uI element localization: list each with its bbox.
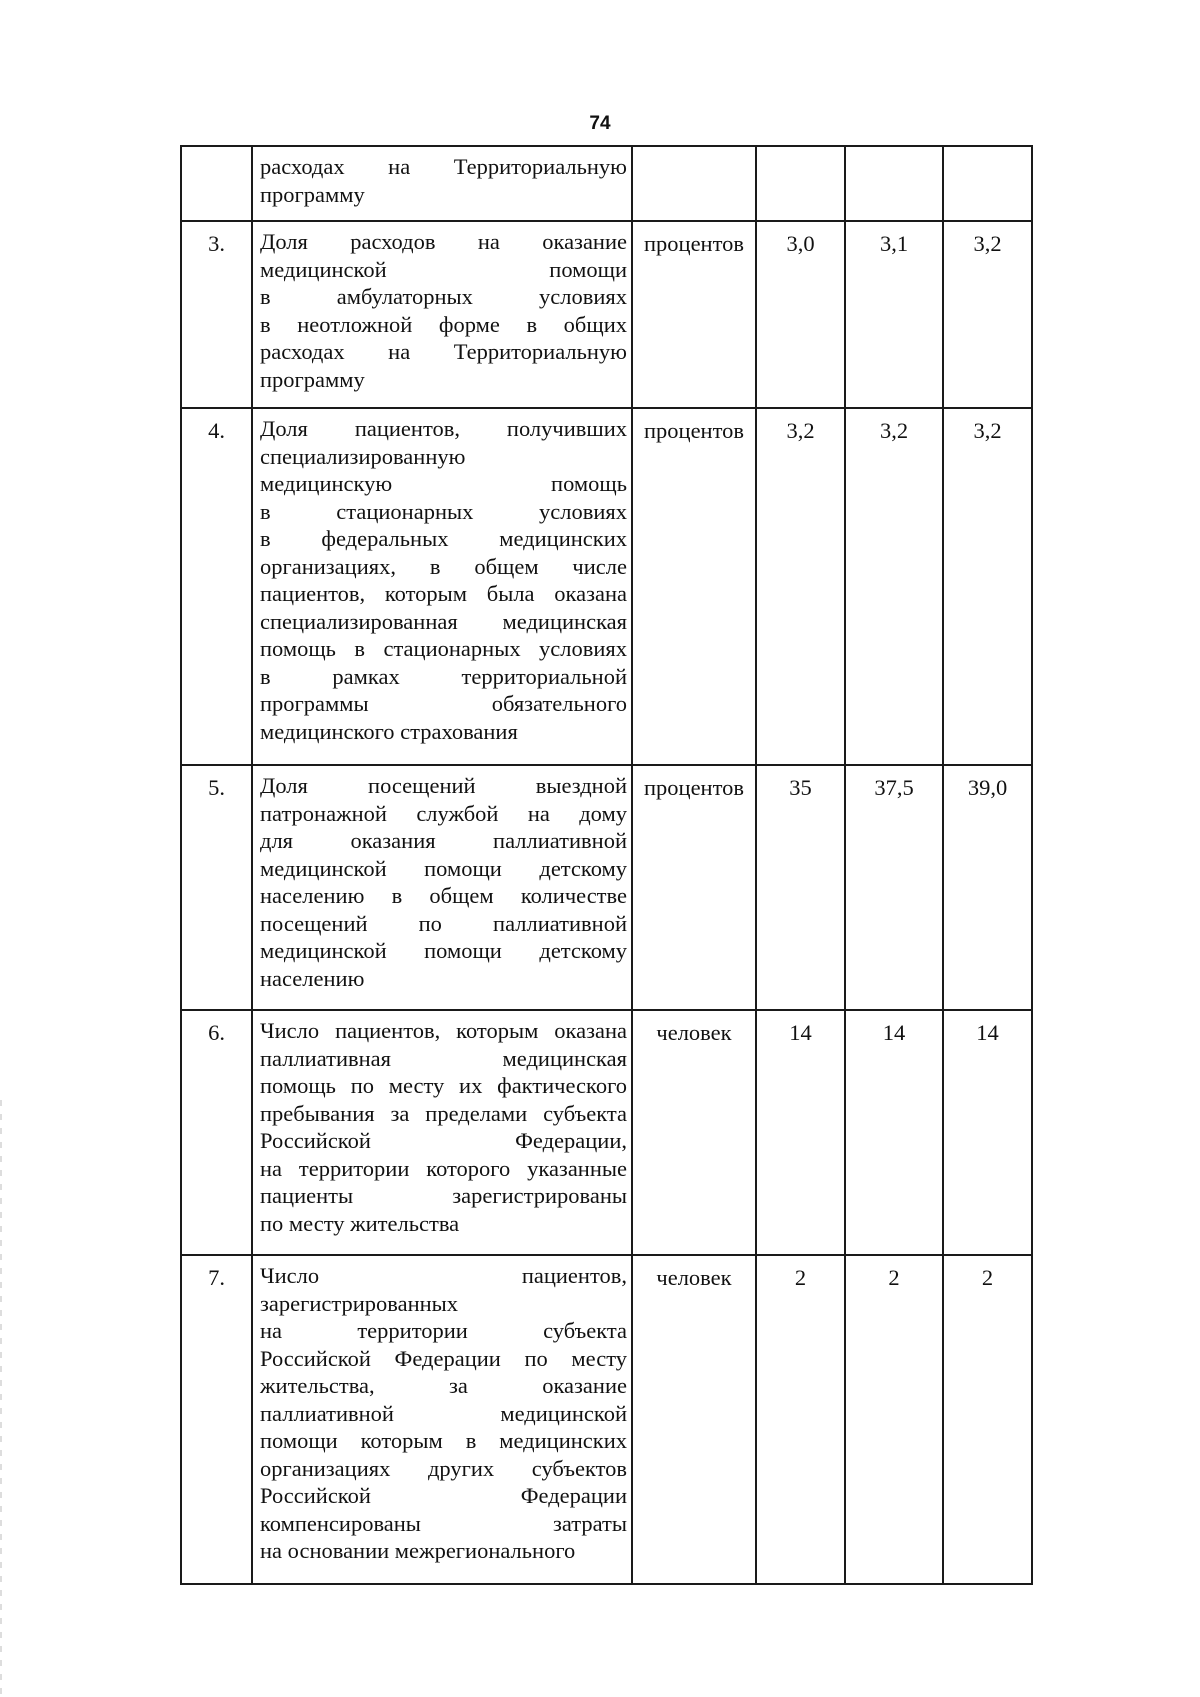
table-row — [181, 221, 1032, 408]
description-line: зарегистрированных — [260, 1290, 459, 1316]
value-year-1: 35 — [756, 765, 845, 1010]
description-line: Доля пациентов, получивших — [260, 416, 627, 441]
description-line: на основании межрегионального — [260, 1538, 576, 1563]
description-line: Число пациентов, — [260, 1263, 627, 1288]
indicator-description — [252, 221, 632, 408]
value-year-3: 3,2 — [943, 408, 1032, 765]
description-line: медицинской помощи — [260, 256, 627, 282]
unit-of-measure: процентов — [632, 221, 756, 408]
description-line: в неотложной форме в общих — [260, 311, 627, 337]
description-line: патронажной службой на дому — [260, 800, 627, 826]
description-line: паллиативная медицинская — [260, 1045, 627, 1071]
scan-edge-artifact — [0, 1100, 2, 1697]
table-row — [181, 1010, 1032, 1255]
row-number: 7. — [181, 1255, 252, 1584]
description-line: пребывания за пределами субъекта — [260, 1100, 627, 1126]
table-row — [181, 1255, 1032, 1584]
value-year-2: 2 — [845, 1255, 943, 1584]
description-line: медицинской помощи детскому — [260, 938, 627, 963]
value-year-2: 3,2 — [845, 408, 943, 765]
description-line: специализированная медицинская — [260, 608, 627, 634]
value-year-1 — [756, 146, 845, 221]
row-number: 4. — [181, 408, 252, 765]
description-line: программу — [260, 366, 365, 392]
row-number — [181, 146, 252, 221]
description-line: специализированную — [260, 443, 466, 469]
description-line: медицинской помощи детскому — [260, 855, 627, 881]
description-line: Доля расходов на оказание — [260, 229, 627, 254]
value-year-3: 3,2 — [943, 221, 1032, 408]
value-year-3: 2 — [943, 1255, 1032, 1584]
description-line: помощи которым в медицинских — [260, 1428, 627, 1453]
description-line: жительства, за оказание — [260, 1373, 627, 1398]
description-line: в амбулаторных условиях — [260, 284, 627, 309]
table-row — [181, 408, 1032, 765]
description-line: расходах на Территориальную — [260, 339, 627, 364]
unit-of-measure: человек — [632, 1255, 756, 1584]
value-year-3 — [943, 146, 1032, 221]
value-year-2 — [845, 146, 943, 221]
indicator-description — [252, 408, 632, 765]
indicators-table — [180, 145, 1033, 1585]
description-line: Российской Федерации — [260, 1483, 627, 1508]
description-line: населению — [260, 965, 365, 991]
description-line: программы обязательного — [260, 691, 627, 716]
description-line: в стационарных условиях — [260, 498, 627, 524]
description-line: Число пациентов, которым оказана — [260, 1018, 627, 1043]
description-line: медицинского страхования — [260, 718, 518, 744]
value-year-2: 37,5 — [845, 765, 943, 1010]
value-year-3: 14 — [943, 1010, 1032, 1255]
value-year-2: 14 — [845, 1010, 943, 1255]
description-line: на территории которого указанные — [260, 1155, 627, 1181]
row-number: 5. — [181, 765, 252, 1010]
description-line: в федеральных медицинских — [260, 526, 627, 551]
description-line: пациенты зарегистрированы — [260, 1183, 627, 1208]
unit-of-measure: процентов — [632, 765, 756, 1010]
description-line: паллиативной медицинской — [260, 1400, 627, 1426]
table-row — [181, 765, 1032, 1010]
value-year-1: 3,0 — [756, 221, 845, 408]
description-line: в рамках территориальной — [260, 663, 627, 689]
value-year-2: 3,1 — [845, 221, 943, 408]
description-line: организациях других субъектов — [260, 1455, 627, 1481]
description-line: по месту жительства — [260, 1210, 460, 1236]
description-line: на территории субъекта — [260, 1318, 627, 1343]
description-line: для оказания паллиативной — [260, 828, 627, 853]
indicator-description — [252, 765, 632, 1010]
table-row — [181, 146, 1032, 221]
indicator-description — [252, 1010, 632, 1255]
description-line: населению в общем количестве — [260, 883, 627, 908]
unit-of-measure — [632, 146, 756, 221]
table-body — [181, 146, 1032, 1584]
value-year-1: 14 — [756, 1010, 845, 1255]
unit-of-measure: человек — [632, 1010, 756, 1255]
description-line: помощь в стационарных условиях — [260, 636, 627, 661]
description-line: помощь по месту их фактического — [260, 1073, 627, 1098]
description-line: организациях, в общем числе — [260, 553, 627, 579]
description-line: пациентов, которым была оказана — [260, 581, 627, 606]
indicator-description — [252, 1255, 632, 1584]
unit-of-measure: процентов — [632, 408, 756, 765]
description-line: посещений по паллиативной — [260, 910, 627, 936]
description-line: программу — [260, 181, 365, 207]
row-number: 6. — [181, 1010, 252, 1255]
value-year-3: 39,0 — [943, 765, 1032, 1010]
description-line: Российской Федерации, — [260, 1128, 627, 1153]
description-line: Доля посещений выездной — [260, 773, 627, 798]
description-line: Российской Федерации по месту — [260, 1345, 627, 1371]
row-number: 3. — [181, 221, 252, 408]
description-line: компенсированы затраты — [260, 1510, 627, 1536]
page-number: 74 — [589, 113, 611, 134]
description-line: медицинскую помощь — [260, 471, 627, 496]
indicator-description — [252, 146, 632, 221]
value-year-1: 2 — [756, 1255, 845, 1584]
value-year-1: 3,2 — [756, 408, 845, 765]
description-line: расходах на Территориальную — [260, 154, 627, 179]
